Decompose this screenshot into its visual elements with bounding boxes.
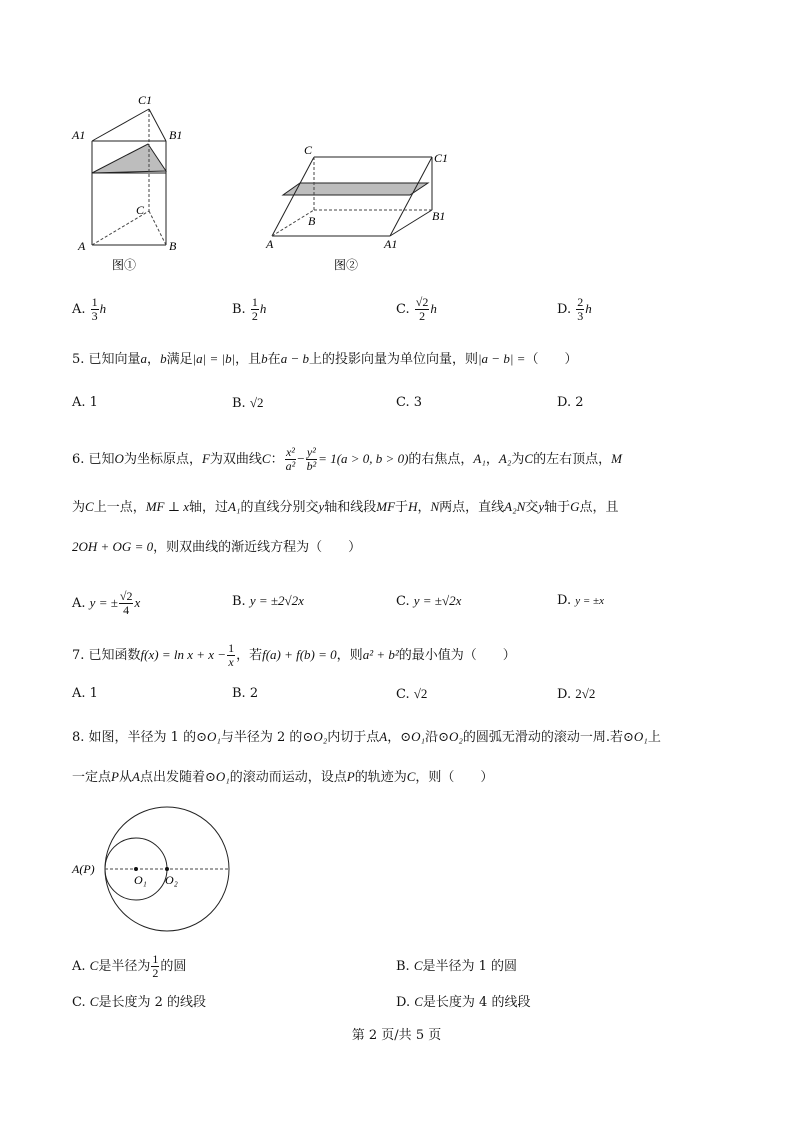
q5-option-a[interactable]: A. 1	[72, 395, 98, 410]
q8-stem-line-1: 8. 如图，半径为 1 的⊙O₁与半径为 2 的⊙O₂内切于点A，⊙O₁沿⊙O₂的圆弧无滑动的滚动一周.若⊙O₁上	[72, 729, 661, 745]
q7-option-d[interactable]: D. 2√2	[557, 686, 596, 702]
fig1-label-c1: C1	[138, 93, 153, 107]
fig1-label-a: A	[78, 239, 86, 253]
fraction: $\frac{\text{x²}}{\text{a²}}$	[285, 445, 296, 473]
fraction: $\frac{√2}{2}$	[415, 295, 429, 323]
label-o1: O₁	[134, 873, 147, 887]
fig2-label-b: B	[308, 214, 316, 228]
q8-option-d[interactable]: D. C是长度为 4 的线段	[396, 994, 531, 1010]
q8-option-c[interactable]: C. C是长度为 2 的线段	[72, 994, 206, 1010]
fig1-section	[92, 144, 166, 173]
q6-option-c[interactable]: C. y = ±√2x	[396, 593, 462, 609]
label-o2: O₂	[165, 873, 178, 887]
fraction: $\frac{1}{x}$	[228, 641, 235, 669]
point-o2	[165, 867, 169, 871]
q8-stem-line-2: 一定点P从A点出发随着⊙O₁的滚动而运动，设点P的轨迹为C，则（ ）	[72, 769, 494, 785]
fig2-label-a: A	[266, 237, 274, 251]
figure-q8-circles	[70, 800, 250, 940]
point-o1	[134, 867, 138, 871]
q7-option-b[interactable]: B. 2	[232, 686, 259, 701]
page-number: 第 2 页/共 5 页	[351, 1028, 442, 1043]
q4-option-b[interactable]: B. $\frac{1}{2}$ h	[232, 295, 267, 323]
q6-option-d[interactable]: D. y = ±x	[557, 593, 604, 608]
fraction: $\frac{2}{3}$	[577, 295, 584, 323]
fig1-caption: 图①	[112, 258, 137, 272]
fig2-section	[283, 183, 428, 195]
q6-stem-line-3: 2OH + OG = 0，则双曲线的渐近线方程为（ ）	[72, 539, 362, 555]
fig1-label-b: B	[169, 239, 177, 253]
fraction: $\frac{1}{2}$	[251, 295, 258, 323]
q4-option-a[interactable]: A. $\frac{1}{3}$ h	[72, 295, 107, 323]
q7-option-c[interactable]: C. √2	[396, 686, 428, 702]
fig1-label-c: C	[136, 203, 145, 217]
q8-option-b[interactable]: B. C是半径为 1 的圆	[396, 958, 518, 974]
q6-stem-line-2: 为C上一点，MF ⊥ x轴，过A₁的直线分别交y轴和线段MF于H，N两点，直线A₂N交y轴于G点，且	[72, 499, 619, 515]
q6-option-b[interactable]: B. y = ±2√2x	[232, 593, 304, 609]
fig1-label-a1: A1	[72, 128, 86, 142]
fig2-label-a1: A1	[384, 237, 398, 251]
q6-stem-line-1: 6. 已知O为坐标原点，F为双曲线C： $\frac{\text{x²}}{\text{a²}}$ − $\frac{\text{y²}}{\text{b²}}$ = 1(a > 0, b > 0)的右焦点，A₁，A₂为C的左右顶点，M	[72, 445, 622, 473]
q5-option-c[interactable]: C. 3	[396, 395, 423, 410]
fraction: $\frac{1}{3}$	[91, 295, 98, 323]
q5-stem: 5. 已知向量a，b满足|a| = |b|，且b在a − b上的投影向量为单位向量，则|a − b| =（ ）	[72, 351, 578, 367]
fraction: $\frac{√2}{4}$	[119, 589, 133, 617]
figure-2-prism	[262, 140, 462, 275]
fig2-label-b1: B1	[432, 209, 446, 223]
fraction: $\frac{1}{2}$	[152, 952, 159, 980]
fig2-caption: 图②	[334, 258, 359, 272]
q6-option-a[interactable]: A. y = ± $\frac{√2}{4}$ x	[72, 589, 141, 617]
q4-option-d[interactable]: D. $\frac{2}{3}$ h	[557, 295, 592, 323]
q7-option-a[interactable]: A. 1	[72, 686, 98, 701]
page-footer	[0, 1027, 793, 1045]
fig2-label-c: C	[304, 143, 313, 157]
q7-stem: 7. 已知函数f(x) = ln x + x − $\frac{1}{x}$ ，若f(a) + f(b) = 0，则a² + b²的最小值为（ ）	[72, 641, 516, 669]
figure-1-prism	[60, 85, 210, 275]
q8-option-a[interactable]: A. C是半径为 $\frac{1}{2}$ 的圆	[72, 952, 187, 980]
fig1-label-b1: B1	[169, 128, 183, 142]
q5-option-b[interactable]: B. √2	[232, 395, 264, 411]
q4-option-c[interactable]: C. $\frac{√2}{2}$ h	[396, 295, 437, 323]
fraction: $\frac{\text{y²}}{\text{b²}}$	[306, 445, 317, 473]
fig2-label-c1: C1	[434, 151, 449, 165]
q5-option-d[interactable]: D. 2	[557, 395, 584, 410]
label-a-p: A(P)	[72, 862, 95, 876]
